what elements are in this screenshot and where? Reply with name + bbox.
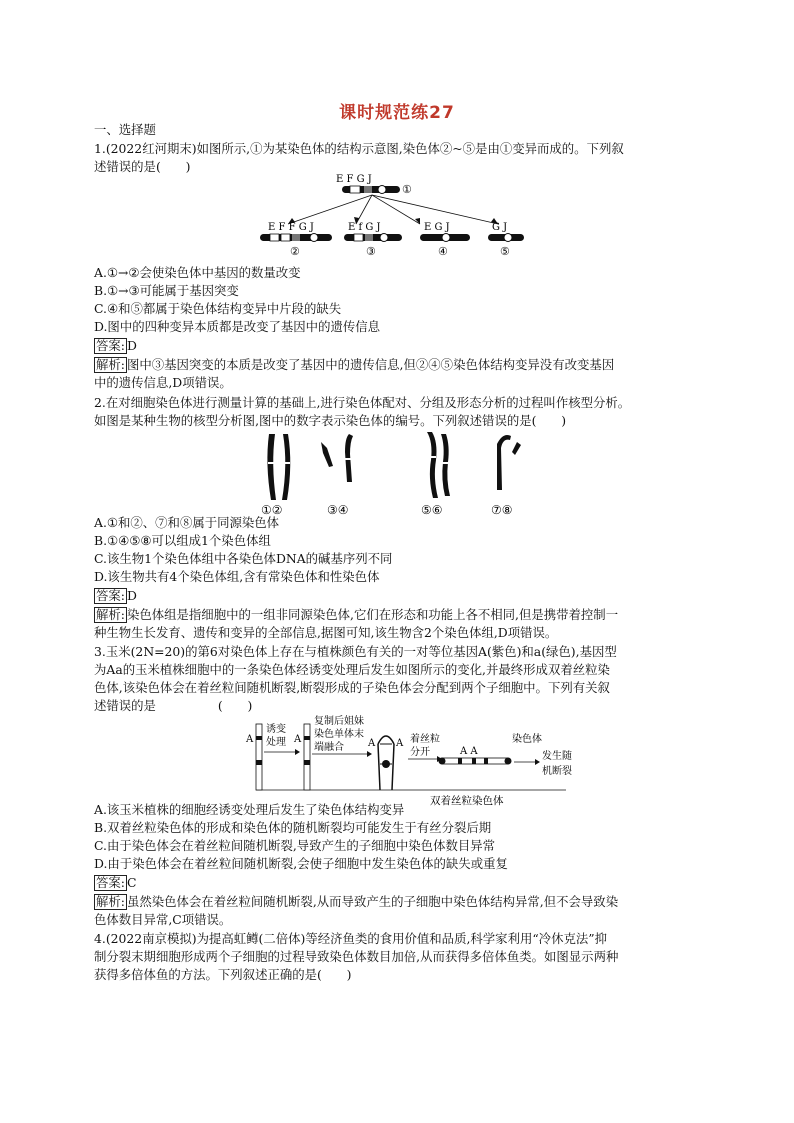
page-title: 课时规范练27 [339, 103, 455, 123]
q3-chromosome-mutated [293, 724, 310, 790]
q1-stem-line-2: 述错误的是( ) [94, 159, 191, 174]
q3-answer [94, 874, 714, 892]
chromosome-2-genes: E F F G J [268, 222, 314, 233]
q1-analysis-line-1 [94, 356, 714, 374]
chromosome-3-label: ③ [366, 245, 376, 258]
q3-analysis-label: 解析: [96, 894, 125, 909]
karyotype-pair-2 [321, 434, 353, 482]
q3-chromosome-fused [367, 736, 404, 790]
q3-step2-line3: 端融合 [314, 742, 344, 753]
chromosome-5-label: ⑤ [500, 245, 510, 258]
chromosome-1-genes: E F G J [336, 174, 372, 185]
q3-stem-line-3: 色体,该染色体会在着丝粒间随机断裂,断裂形成的子染色体会分配到两个子细胞中。下列有关叙 [94, 680, 610, 695]
q3-step3-line2: 分开 [410, 747, 430, 758]
q1-analysis-text-1: 图中③基因突变的本质是改变了基因中的遗传信息,但②④⑤染色体结构变异没有改变基因 [126, 357, 615, 372]
q2-karyotype-figure [255, 428, 545, 516]
q3-gene-a-1: A [246, 734, 254, 745]
q3-dicentric-figure [244, 714, 584, 806]
chromosome-3 [344, 222, 402, 258]
q3-figure-caption: 双着丝粒染色体 [430, 795, 504, 806]
karyotype-pair-1 [267, 434, 290, 500]
q1-option-d: D.图中的四种变异本质都是改变了基因中的遗传信息 [94, 319, 381, 334]
q1-answer-value: D [126, 338, 137, 353]
q3-analysis-line-2: 色体数目异常,C项错误。 [94, 912, 232, 927]
derivation-arrows [288, 195, 498, 224]
karyotype-pair-4 [497, 435, 521, 490]
q3-option-b: B.双着丝粒染色体的形成和染色体的随机断裂均可能发生于有丝分裂后期 [94, 820, 492, 835]
q2-stem-line-1: 2.在对细胞染色体进行测量计算的基础上,进行染色体配对、分组及形态分析的过程叫作核型分析。 [94, 395, 631, 410]
chromosome-2-label: ② [290, 245, 300, 258]
q3-option-a: A.该玉米植株的细胞经诱变处理后发生了染色体结构变异 [94, 802, 405, 817]
q3-chromosome-dicentric [439, 746, 512, 765]
q1-answer [94, 337, 714, 355]
q3-chromosome-original [245, 724, 262, 790]
q3-gene-a-3: A [368, 738, 376, 749]
q3-stem-line-4: 述错误的是 ( ) [94, 698, 253, 713]
chromosome-5 [488, 222, 524, 258]
q3-answer-value: C [126, 875, 137, 890]
chromosome-1-label: ① [402, 183, 412, 196]
q3-step3-line1: 着丝粒 [410, 734, 440, 745]
q2-answer [94, 587, 714, 605]
q3-stem-line-1: 3.玉米(2N=20)的第6对染色体上存在与植株颜色有关的一对等位基因A(紫色)和a(绿色),基因型 [94, 644, 617, 659]
chromosome-2 [260, 222, 332, 258]
q2-option-d: D.该生物共有4个染色体组,含有常染色体和性染色体 [94, 569, 380, 584]
q2-answer-label: 答案: [96, 588, 125, 603]
karyotype-label-3: ⑤⑥ [421, 503, 443, 516]
q3-step4-line2: 发生随 [542, 751, 572, 762]
chromosome-1 [336, 174, 412, 196]
q3-step1-line1: 诱变 [266, 724, 286, 735]
q3-gene-a-2: A [294, 734, 302, 745]
q2-analysis-line-1 [94, 606, 714, 624]
q3-step2-line1: 复制后姐妹 [314, 716, 364, 727]
q3-analysis-text-1: 虽然染色体会在着丝粒间随机断裂,从而导致产生的子细胞中染色体结构异常,但不会导致染 [126, 894, 619, 909]
q3-step4-line3: 机断裂 [542, 766, 572, 777]
q2-option-a: A.①和②、⑦和⑧属于同源染色体 [94, 515, 280, 530]
q1-option-c: C.④和⑤都属于染色体结构变异中片段的缺失 [94, 301, 342, 316]
q3-step2-line2: 染色单体末 [314, 729, 364, 740]
section-heading: 一、选择题 [94, 122, 156, 137]
q2-answer-value: D [126, 588, 137, 603]
q3-gene-aa: A A [460, 746, 478, 757]
chromosome-4-genes: E G J [424, 222, 450, 233]
q1-stem-line-1: 1.(2022红河期末)如图所示,①为某染色体的结构示意图,染色体②~⑤是由①变异而成的。下列叙 [94, 141, 624, 156]
q1-chromosome-figure [260, 170, 550, 265]
chromosome-4-label: ④ [438, 245, 448, 258]
q2-analysis-label: 解析: [96, 607, 125, 622]
karyotype-pair-3 [427, 432, 450, 498]
q3-gene-a-4: A [396, 738, 404, 749]
chromosome-5-genes: G J [492, 222, 508, 233]
q3-analysis-line-1 [94, 893, 714, 911]
q1-analysis-line-2: 中的遗传信息,D项错误。 [94, 375, 232, 390]
q3-step1-line2: 处理 [266, 737, 286, 748]
q3-option-d: D.由于染色体会在着丝粒间随机断裂,会使子细胞中发生染色体的缺失或重复 [94, 856, 508, 871]
q2-analysis-text-1: 染色体组是指细胞中的一组非同源染色体,它们在形态和功能上各不相同,但是携带着控制一 [126, 607, 619, 622]
q1-answer-label: 答案: [96, 338, 125, 353]
chromosome-3-genes: E f G J [348, 222, 381, 233]
q4-stem-line-3: 获得多倍体鱼的方法。下列叙述正确的是( ) [94, 967, 352, 982]
q2-option-c: C.该生物1个染色体组中各染色体DNA的碱基序列不同 [94, 551, 393, 566]
q2-stem-line-2: 如图是某种生物的核型分析图,图中的数字表示染色体的编号。下列叙述错误的是( ) [94, 413, 567, 428]
q3-step4-line1: 染色体 [512, 734, 542, 745]
q3-option-c: C.由于染色体会在着丝粒间随机断裂,导致产生的子细胞中染色体数目异常 [94, 838, 496, 853]
q2-analysis-line-2: 种生物生长发育、遗传和变异的全部信息,据图可知,该生物含2个染色体组,D项错误。 [94, 625, 558, 640]
karyotype-label-1: ①② [261, 503, 283, 516]
q1-option-a: A.①→②会使染色体中基因的数量改变 [94, 265, 301, 280]
karyotype-label-4: ⑦⑧ [491, 503, 513, 516]
karyotype-label-2: ③④ [327, 503, 349, 516]
q2-option-b: B.①④⑤⑧可以组成1个染色体组 [94, 533, 271, 548]
q1-analysis-label: 解析: [96, 357, 125, 372]
q4-stem-line-2: 制分裂末期细胞形成两个子细胞的过程导致染色体数目加倍,从而获得多倍体鱼类。如图显示两种 [94, 949, 619, 964]
chromosome-4 [420, 222, 470, 258]
q3-answer-label: 答案: [96, 875, 125, 890]
q3-stem-line-2: 为Aa的玉米植株细胞中的一条染色体经诱变处理后发生如图所示的变化,并最终形成双着丝粒染 [94, 662, 610, 677]
q4-stem-line-1: 4.(2022南京模拟)为提高虹鳟(二倍体)等经济鱼类的食用价值和品质,科学家利用“冷休克法”抑 [94, 931, 607, 946]
q1-option-b: B.①→③可能属于基因突变 [94, 283, 239, 298]
